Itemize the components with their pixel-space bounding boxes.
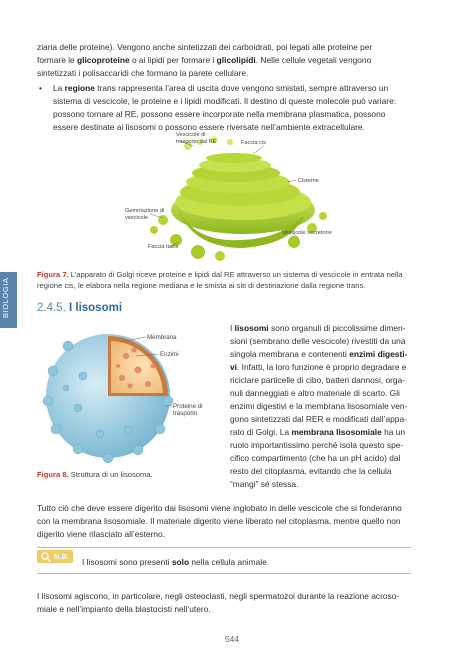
text-line: riciclare particelle di cibo, batteri dannosi, orga- [230, 375, 406, 385]
text-line: I lisosomi agiscono, in particolare, negli osteoclasti, negli spermatozoi durante la reazione acroso- [37, 591, 400, 601]
text-line: vi. Infatti, la loro funzione è proprio degradare e [230, 362, 407, 372]
label-enzymes: Enzimi [160, 351, 179, 358]
text-line: “mangi” sé stessa. [230, 479, 299, 489]
text-line: sistema di vescicole, le proteine e i lipidi modificati. Il destino di queste molecole può variare: [53, 96, 397, 106]
text-line: Tutto ciò che deve essere digerito dai lisosomi viene inglobato in delle vescicole che si fonderanno [37, 503, 402, 513]
figure-7-caption-line2: regione cis, le elabora nella regione mediana e le smista ai siti di destinazione dalla regione trans. [37, 281, 366, 290]
text-line: singola membrana e contenenti enzimi digesti- [230, 349, 408, 359]
figure-7-caption: Figura 7. L’apparato di Golgi riceve proteine e lipidi dal RE attraverso un sistema di vescicole in entrata nella [37, 270, 403, 279]
nb-text: I lisosomi sono presenti solo nella cellula animale. [82, 557, 270, 567]
text-line: resto del citoplasma, evitando che la cellula [230, 466, 392, 476]
nb-label: N.B. [54, 552, 69, 561]
text-line: ziaria delle proteine). Vengono anche sintetizzati dei carboidrati, poi legati alle proteine per [37, 42, 373, 52]
text-line: miale e nell’impianto della blastocisti nell’utero. [37, 604, 211, 614]
text-line: cifico compartimento (che ha un pH acido) dal [230, 453, 401, 463]
text-line: I lisosomi sono organuli di piccolissime dimen- [230, 323, 406, 333]
lysosome-illustration [38, 326, 218, 466]
label-cis-face: Faccia cis [241, 140, 266, 146]
nb-bottom-rule [37, 573, 411, 574]
text-line: enzimi digestivi e la membrana lisosomiale ven- [230, 401, 408, 411]
text-line: gono sintetizzati dal RER e modificati dall’appa- [230, 414, 407, 424]
text-line: sintetizzati i polisaccaridi che formano la parete cellulare. [37, 68, 249, 78]
text-line: formare le glicoproteine o ai lipidi per formare i glicolipidi. Nelle cellule vegetali vengono [37, 55, 372, 65]
text-line: La regione trans rappresenta l’area di uscita dove vengono smistati, sempre attraverso un [53, 83, 389, 93]
label-budding-vesicles: Gemmazione di vescicole [125, 208, 165, 221]
label-membrane: Membrana [147, 334, 177, 341]
nb-top-rule [37, 547, 411, 548]
section-heading: 2.4.5. I lisosomi [37, 302, 123, 314]
text-line: rato di Golgi. La membrana lisosomiale ha un [230, 427, 406, 437]
label-trans-face: Faccia trans [148, 244, 179, 250]
text-line: sioni (sembrano delle vescicole) rivestiti da una [230, 336, 406, 346]
page-number: 544 [224, 634, 240, 644]
label-transport-proteins: Proteine di trasporto [173, 403, 203, 417]
label-cisterns: Cisterne [298, 178, 319, 184]
text-line: digerito viene rilasciato all’esterno. [37, 529, 166, 539]
label-transport-vesicles: Vescicole di trasporto dal RE [176, 132, 217, 145]
bullet-symbol: • [39, 83, 42, 93]
text-line: con la membrana lisosomiale. Il materiale digerito viene liberato nel citoplasma, mentre quello non [37, 516, 401, 526]
label-secretory-vesicles: Vescicole secretorie [282, 230, 332, 236]
side-tab-biologia: BIOLOGIA [0, 272, 17, 328]
text-line: essere destinate ai lisosomi o possono essere riversate nell’ambiente extracellulare. [53, 122, 365, 132]
magnifier-icon [40, 551, 52, 563]
figure-8-caption: Figura 8. Struttura di un lisosoma. [37, 470, 153, 479]
text-line: nuli danneggiati e altro materiale di scarto. Gli [230, 388, 400, 398]
nb-tag [37, 550, 73, 563]
text-line: ruolo importantissimo perché isola questo spe- [230, 440, 404, 450]
text-line: possono tornare al RE, possono essere incorporate nella membrana plasmatica, possono [53, 109, 386, 119]
